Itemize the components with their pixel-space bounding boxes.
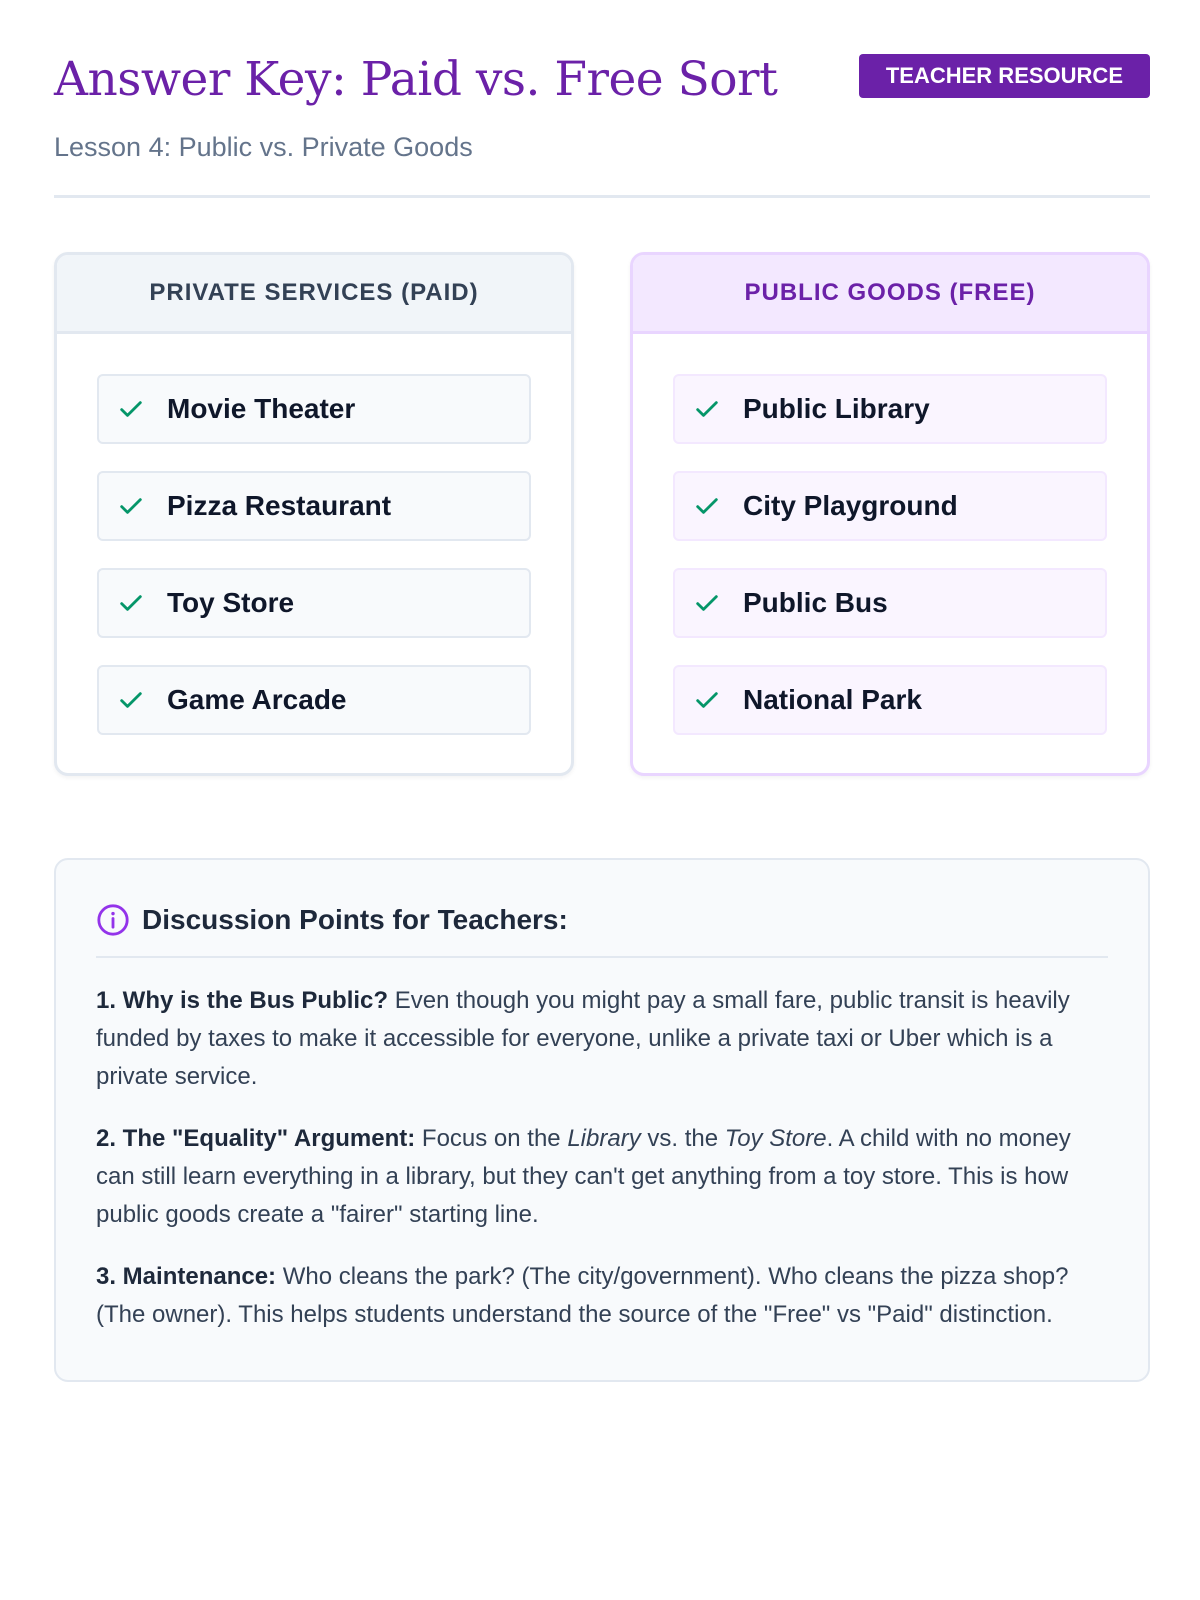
discussion-heading — [96, 900, 1108, 940]
point-lead: 3. Maintenance: — [96, 1263, 277, 1290]
list-item — [673, 374, 1107, 444]
info-icon — [96, 903, 130, 937]
check-icon — [693, 589, 721, 617]
item-label: Public Bus — [743, 587, 888, 618]
list-item — [97, 665, 531, 735]
point-lead: 2. The "Equality" Argument: — [96, 1125, 416, 1152]
item-label: Pizza Restaurant — [167, 490, 392, 521]
page-header — [54, 52, 1150, 198]
check-icon — [693, 492, 721, 520]
point-text: . A child with no money can still learn everything in a library, but they can't get anything from a toy store. This is how public goods create a "fairer" starting line. — [96, 1125, 1071, 1228]
discussion-point — [96, 982, 1108, 1096]
discussion-title: Discussion Points for Teachers: — [142, 904, 568, 935]
point-emphasis: Library — [567, 1125, 641, 1152]
check-icon — [117, 589, 145, 617]
public-goods-column — [630, 252, 1150, 776]
page-title: Answer Key: Paid vs. Free Sort — [54, 52, 778, 107]
item-list — [57, 334, 571, 735]
list-item — [673, 471, 1107, 541]
point-text: Who cleans the park? (The city/government). Who cleans the pizza shop? (The owner). This helps students understand the source of the "Free" vs "Paid" distinction. — [96, 1263, 1069, 1328]
discussion-point — [96, 1258, 1108, 1334]
item-label: Toy Store — [167, 587, 295, 618]
divider — [96, 956, 1108, 958]
check-icon — [117, 395, 145, 423]
column-heading: PUBLIC GOODS (FREE) — [633, 255, 1147, 334]
private-services-column — [54, 252, 574, 776]
point-text: Focus on the — [415, 1125, 568, 1152]
point-text: vs. the — [640, 1125, 725, 1152]
item-label: Movie Theater — [167, 393, 356, 424]
list-item — [673, 665, 1107, 735]
list-item — [97, 471, 531, 541]
point-lead: 1. Why is the Bus Public? — [96, 987, 389, 1014]
point-emphasis: Toy Store — [724, 1125, 827, 1152]
list-item — [97, 568, 531, 638]
list-item — [673, 568, 1107, 638]
discussion-point — [96, 1120, 1108, 1234]
item-label: Public Library — [743, 393, 930, 424]
list-item — [97, 374, 531, 444]
item-label: National Park — [743, 684, 922, 715]
check-icon — [117, 492, 145, 520]
item-label: Game Arcade — [167, 684, 347, 715]
page-subtitle: Lesson 4: Public vs. Private Goods — [54, 132, 473, 162]
column-heading: PRIVATE SERVICES (PAID) — [57, 255, 571, 334]
discussion-points — [96, 982, 1108, 1334]
check-icon — [117, 686, 145, 714]
check-icon — [693, 686, 721, 714]
discussion-box — [54, 858, 1150, 1382]
point-text: Even though you might pay a small fare, public transit is heavily funded by taxes to make it accessible for everyone, unlike a private taxi or Uber which is a private service. — [96, 987, 1070, 1090]
item-list — [633, 334, 1147, 735]
teacher-resource-badge: TEACHER RESOURCE — [859, 54, 1150, 98]
item-label: City Playground — [743, 490, 958, 521]
check-icon — [693, 395, 721, 423]
